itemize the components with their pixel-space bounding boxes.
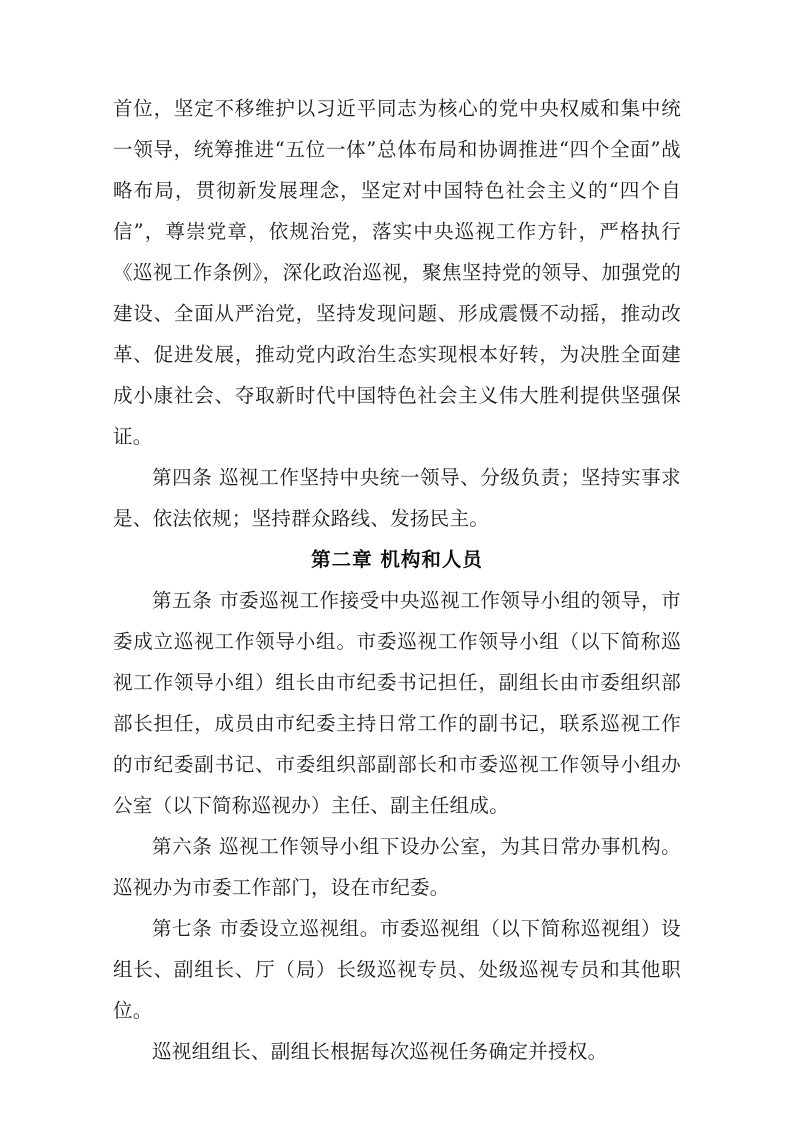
paragraph-continuation: 首位，坚定不移维护以习近平同志为核心的党中央权威和集中统一领导，统筹推进“五位一体”总体布局和协调推进“四个全面”战略布局，贯彻新发展理念，坚定对中国特色社会主义的“四个自信”，尊崇党章，依规治党，落实中央巡视工作方针，严格执行《巡视工作条例》，深化政治巡视，聚焦坚持党的领导、加强党的建设、全面从严治党，坚持发现问题、形成震慑不动摇，推动改革、促进发展，推动党内政治生态实现根本好转，为决胜全面建成小康社会、夺取新时代中国特色社会主义伟大胜利提供坚强保证。 (113, 97, 681, 448)
paragraph-article-seven: 第七条 市委设立巡视组。市委巡视组（以下简称巡视组）设组长、副组长、厅（局）长级巡视专员、处级巡视专员和其他职位。 (113, 917, 681, 1022)
paragraph-article-four: 第四条 巡视工作坚持中央统一领导、分级负责；坚持实事求是、依法依规；坚持群众路线、发扬民主。 (113, 466, 681, 530)
document-body (113, 88, 681, 1072)
paragraph-article-six: 第六条 巡视工作领导小组下设办公室，为其日常办事机构。巡视办为市委工作部门，设在市纪委。 (113, 835, 681, 899)
paragraph-article-seven-note: 巡视组组长、副组长根据每次巡视任务确定并授权。 (152, 1040, 608, 1063)
paragraph-article-five: 第五条 市委巡视工作接受中央巡视工作领导小组的领导，市委成立巡视工作领导小组。市委巡视工作领导小组（以下简称巡视工作领导小组）组长由市纪委书记担任，副组长由市委组织部部长担任，成员由市纪委主持日常工作的副书记，联系巡视工作的市纪委副书记、市委组织部副部长和市委巡视工作领导小组办公室（以下简称巡视办）主任、副主任组成。 (113, 589, 681, 817)
chapter-heading: 第二章 机构和人员 (311, 548, 483, 571)
